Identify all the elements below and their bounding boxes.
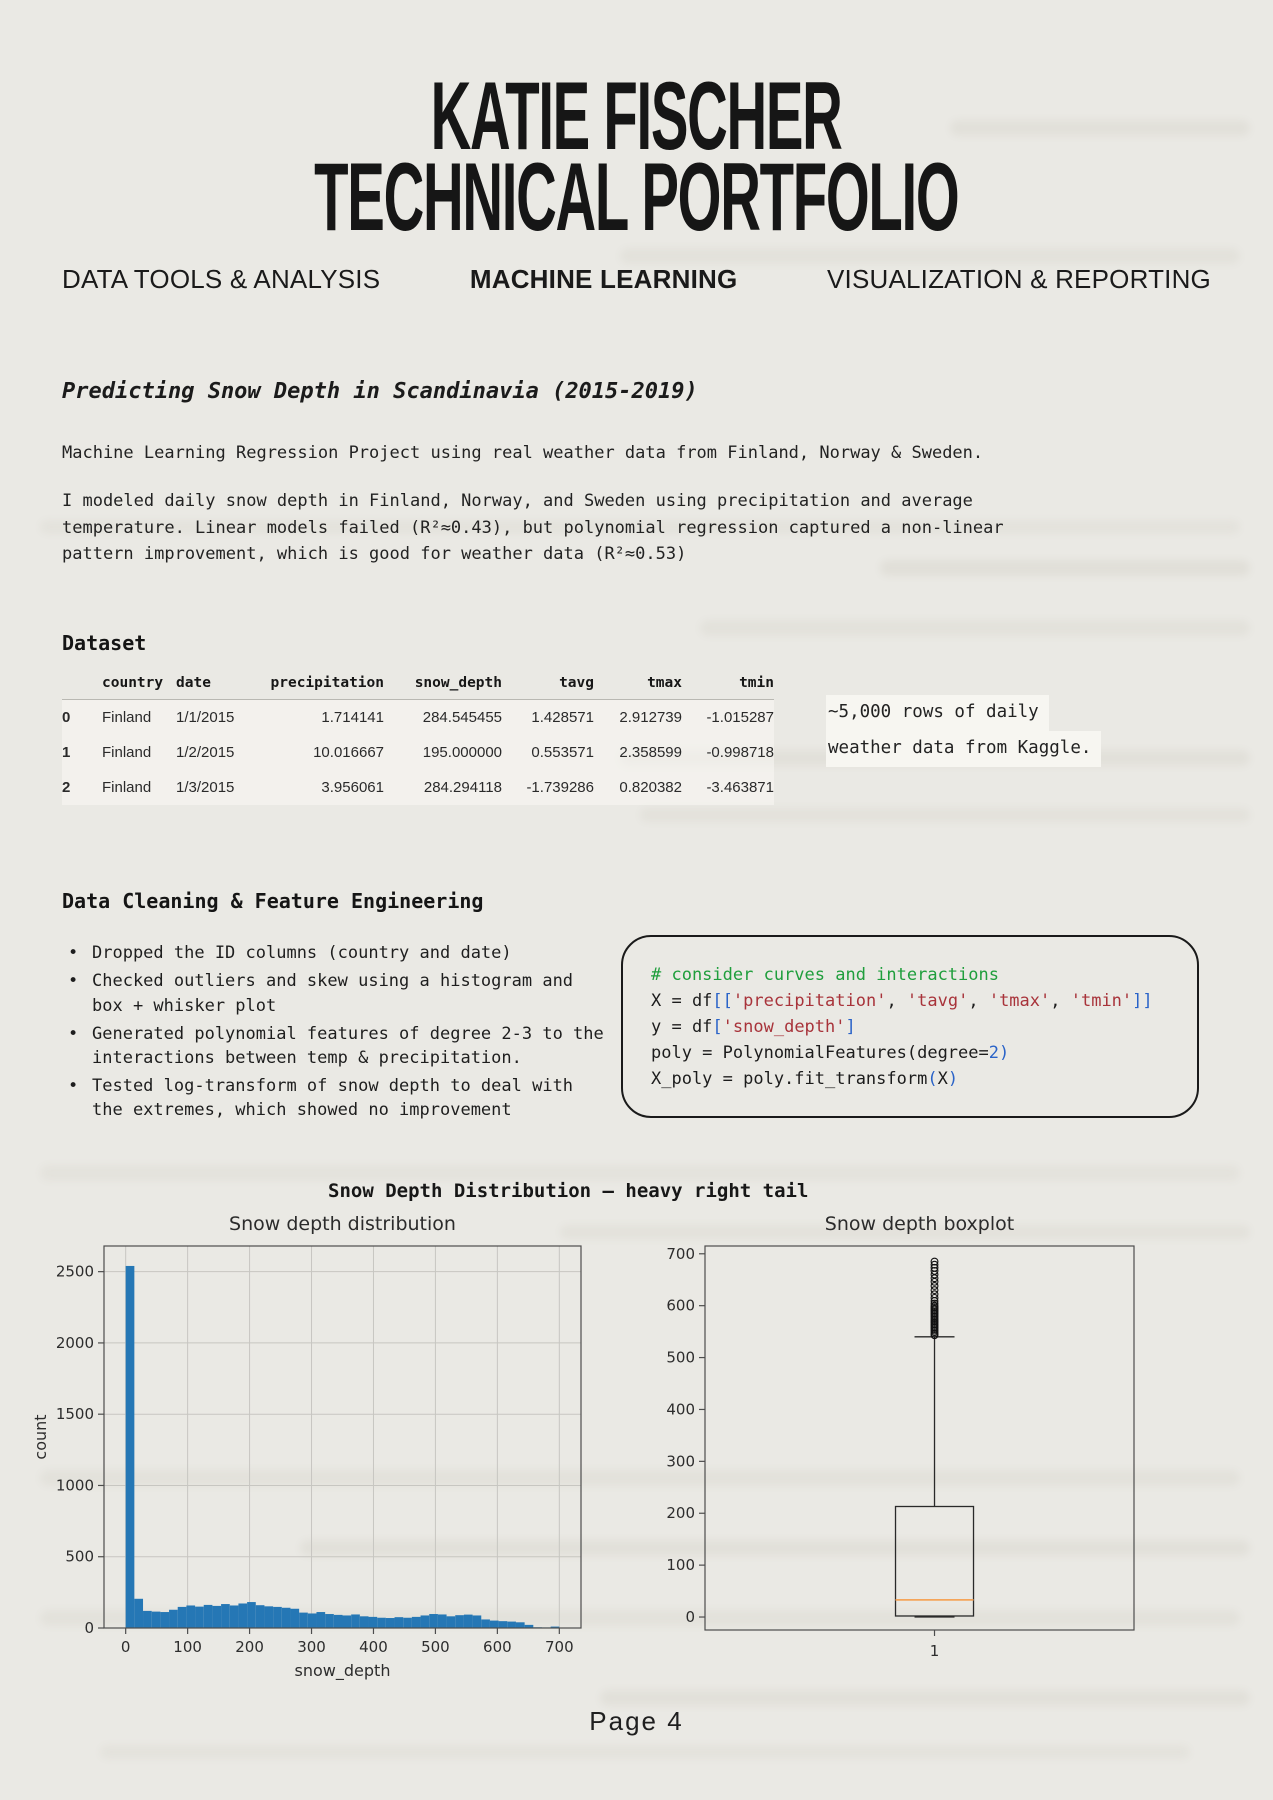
table-cell: 10.016667 — [262, 735, 384, 770]
table-cell: -3.463871 — [682, 770, 774, 805]
table-cell: 1/3/2015 — [176, 770, 262, 805]
svg-text:200: 200 — [235, 1638, 264, 1657]
code-line: poly = PolynomialFeatures(degree=2) — [651, 1042, 1010, 1063]
table-cell: 2.358599 — [594, 735, 682, 770]
nav-tab-visualization[interactable]: VISUALIZATION & REPORTING — [826, 263, 1211, 294]
svg-text:700: 700 — [666, 1244, 695, 1263]
table-cell: 284.294118 — [384, 770, 502, 805]
dataset-heading: Dataset — [62, 631, 147, 656]
table-cell: 284.545455 — [384, 700, 502, 736]
table-cell: 1.714141 — [262, 700, 384, 736]
table-cell: 1/1/2015 — [176, 700, 262, 736]
dataset-note — [826, 695, 1101, 766]
dataset-note-line-1: ~5,000 rows of daily — [826, 695, 1049, 731]
dataset-column-header: country — [102, 669, 176, 700]
svg-text:500: 500 — [65, 1547, 94, 1566]
dataset-column-header: tmax — [594, 669, 682, 700]
table-cell: 1/2/2015 — [176, 735, 262, 770]
svg-text:2000: 2000 — [55, 1334, 94, 1353]
code-line: X_poly = poly.fit_transform(X) — [651, 1068, 959, 1089]
code-line: X = df[['precipitation', 'tavg', 'tmax', 'tmin']] — [651, 991, 1153, 1012]
svg-text:700: 700 — [544, 1638, 574, 1657]
svg-text:2500: 2500 — [55, 1262, 94, 1281]
svg-text:300: 300 — [666, 1452, 695, 1471]
portfolio-nav — [62, 264, 1211, 295]
title-line-1: KATIE FISCHER — [430, 60, 842, 170]
charts-section-heading: Snow Depth Distribution — heavy right tail — [328, 1180, 809, 1203]
title-line-2: TECHNICAL PORTFOLIO — [314, 141, 959, 251]
svg-text:400: 400 — [666, 1400, 695, 1419]
table-cell: 1.428571 — [502, 700, 594, 736]
project-description: I modeled daily snow depth in Finland, Norway, and Sweden using precipitation and average temperature. Linear models failed (R²≈0.43), but polynomial regression captured a non-linear pattern improvement, which is good for weather data (R²≈0.53) — [62, 491, 1004, 564]
bullet-item: • Checked outliers and skew using a histogram and box + whisker plot — [92, 969, 607, 1017]
svg-text:100: 100 — [173, 1638, 202, 1657]
dataset-section — [62, 669, 1211, 805]
table-cell: 0 — [62, 700, 102, 736]
dataset-column-header: snow_depth — [384, 669, 502, 700]
svg-text:0: 0 — [84, 1619, 94, 1638]
table-cell: 195.000000 — [384, 735, 502, 770]
project-intro: Machine Learning Regression Project using real weather data from Finland, Norway & Sweden. — [62, 442, 984, 463]
svg-text:1: 1 — [929, 1642, 940, 1661]
table-row — [62, 770, 774, 805]
table-row — [62, 700, 774, 736]
dataset-column-header: precipitation — [262, 669, 384, 700]
bullet-item: • Tested log-transform of snow depth to deal with the extremes, which showed no improvement — [92, 1074, 607, 1122]
svg-text:600: 600 — [483, 1638, 512, 1657]
table-cell: -0.998718 — [682, 735, 774, 770]
bullet-item: • Generated polynomial features of degree 2-3 to the interactions between temp & precipitation. — [92, 1022, 607, 1070]
dataset-column-header — [62, 669, 102, 700]
svg-text:1500: 1500 — [55, 1405, 94, 1424]
table-cell: 1 — [62, 735, 102, 770]
svg-text:1000: 1000 — [55, 1476, 94, 1495]
dataset-column-header: tavg — [502, 669, 594, 700]
nav-tab-data-tools[interactable]: DATA TOOLS & ANALYSIS — [62, 263, 381, 294]
svg-text:count: count — [31, 1414, 50, 1460]
dataset-column-header: date — [176, 669, 262, 700]
cleaning-section — [62, 931, 1211, 1126]
boxplot-chart — [645, 1210, 1150, 1692]
table-row — [62, 735, 774, 770]
svg-text:0: 0 — [685, 1608, 695, 1627]
code-line: y = df['snow_depth'] — [651, 1016, 856, 1037]
dataset-table-header — [62, 669, 774, 700]
table-cell: 3.956061 — [262, 770, 384, 805]
svg-text:500: 500 — [421, 1638, 450, 1657]
page-number: Page 4 — [589, 1706, 684, 1737]
dataset-column-header: tmin — [682, 669, 774, 700]
svg-text:Snow depth boxplot: Snow depth boxplot — [824, 1213, 1015, 1236]
table-cell: Finland — [102, 700, 176, 736]
svg-text:300: 300 — [297, 1638, 326, 1657]
svg-text:500: 500 — [666, 1348, 695, 1367]
svg-text:200: 200 — [666, 1504, 695, 1523]
svg-text:snow_depth: snow_depth — [294, 1661, 391, 1681]
table-cell: 2 — [62, 770, 102, 805]
svg-text:0: 0 — [120, 1638, 131, 1657]
dataset-note-line-2: weather data from Kaggle. — [826, 731, 1101, 767]
table-cell: -1.739286 — [502, 770, 594, 805]
page-title — [62, 60, 1211, 251]
charts-row — [28, 1210, 1211, 1692]
table-cell: 0.820382 — [594, 770, 682, 805]
svg-text:400: 400 — [359, 1638, 388, 1657]
histogram-chart — [28, 1210, 593, 1692]
dataset-table — [62, 669, 774, 805]
project-heading: Predicting Snow Depth in Scandinavia (2015-2019) — [62, 378, 698, 404]
code-line: # consider curves and interactions — [651, 965, 999, 986]
bullet-item: • Dropped the ID columns (country and date) — [92, 941, 607, 965]
code-snippet-box — [621, 935, 1199, 1118]
nav-tab-machine-learning[interactable]: MACHINE LEARNING — [469, 263, 738, 294]
table-cell: 0.553571 — [502, 735, 594, 770]
table-cell: Finland — [102, 735, 176, 770]
table-cell: Finland — [102, 770, 176, 805]
svg-text:Snow depth distribution: Snow depth distribution — [229, 1213, 456, 1236]
table-cell: -1.015287 — [682, 700, 774, 736]
cleaning-bullets — [62, 931, 607, 1126]
table-cell: 2.912739 — [594, 700, 682, 736]
svg-text:100: 100 — [666, 1556, 695, 1575]
cleaning-heading: Data Cleaning & Feature Engineering — [62, 889, 484, 914]
svg-text:600: 600 — [666, 1296, 695, 1315]
